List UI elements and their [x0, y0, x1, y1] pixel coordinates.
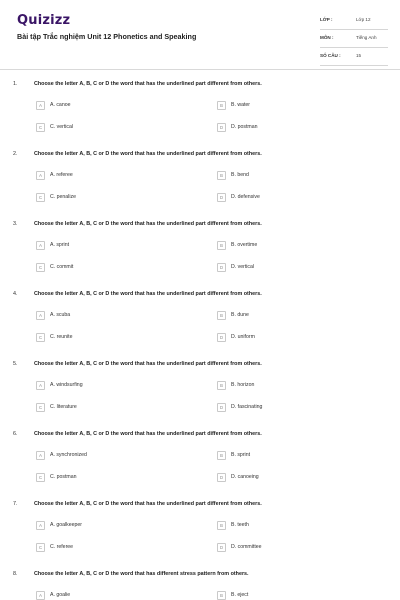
option-letter-box[interactable]: D: [217, 193, 226, 202]
question-text: Choose the letter A, B, C or D the word that has the underlined part different from others.: [34, 81, 262, 87]
option-text: B. sprint: [231, 452, 251, 458]
question-text: Choose the letter A, B, C or D the word that has the underlined part different from others.: [34, 291, 262, 297]
worksheet-meta: [320, 14, 388, 68]
meta-row-question-count: [320, 50, 388, 66]
meta-value: Tiếng Anh: [356, 35, 377, 40]
question-block: [0, 569, 400, 600]
question-text: Choose the letter A, B, C or D the word that has the underlined part different from others.: [34, 431, 262, 437]
meta-row-class: [320, 14, 388, 30]
option-letter-box[interactable]: C: [36, 473, 45, 482]
question-block: [0, 429, 400, 499]
option-letter-box[interactable]: A: [36, 311, 45, 320]
option-text: A. scuba: [50, 312, 71, 318]
option-text: B. overtime: [231, 242, 258, 248]
option-text: C. literature: [50, 404, 77, 410]
option-text: B. eject: [231, 592, 249, 598]
option-letter-box[interactable]: B: [217, 171, 226, 180]
option-text: C. reunite: [50, 334, 73, 340]
option-text: C. vertical: [50, 124, 74, 130]
option-text: D. uniform: [231, 334, 255, 340]
question-text: Choose the letter A, B, C or D the word that has the underlined part different from others.: [34, 361, 262, 367]
option-letter-box[interactable]: B: [217, 591, 226, 600]
question-number: 3.: [13, 221, 18, 227]
question-number: 4.: [13, 291, 18, 297]
option-letter-box[interactable]: C: [36, 543, 45, 552]
question-block: [0, 219, 400, 289]
question-text: Choose the letter A, B, C or D the word that has the underlined part different from others.: [34, 221, 262, 227]
option-letter-box[interactable]: A: [36, 591, 45, 600]
option-text: C. commit: [50, 264, 74, 270]
option-letter-box[interactable]: B: [217, 311, 226, 320]
meta-value: Lớp 12: [356, 17, 371, 22]
option-text: A. referee: [50, 172, 73, 178]
option-letter-box[interactable]: B: [217, 521, 226, 530]
option-text: B. bend: [231, 172, 249, 178]
option-letter-box[interactable]: D: [217, 403, 226, 412]
option-text: C. referee: [50, 544, 74, 550]
question-number: 5.: [13, 361, 18, 367]
question-block: [0, 79, 400, 149]
question-number: 8.: [13, 571, 18, 577]
question-block: [0, 289, 400, 359]
option-letter-box[interactable]: A: [36, 241, 45, 250]
option-text: B. water: [231, 102, 251, 108]
question-text: Choose the letter A, B, C or D the word that has the underlined part different from others.: [34, 151, 262, 157]
worksheet-header: [0, 0, 400, 70]
option-text: B. horizon: [231, 382, 255, 388]
option-text: D. defensive: [231, 194, 260, 200]
meta-label: MÔN :: [320, 35, 334, 40]
option-text: A. goalkeeper: [50, 522, 83, 528]
question-text: Choose the letter A, B, C or D the word that has the underlined part different from others.: [34, 501, 262, 507]
option-letter-box[interactable]: D: [217, 333, 226, 342]
option-letter-box[interactable]: D: [217, 543, 226, 552]
option-letter-box[interactable]: B: [217, 101, 226, 110]
option-letter-box[interactable]: B: [217, 241, 226, 250]
meta-label: SỐ CÂU :: [320, 53, 341, 58]
question-block: [0, 149, 400, 219]
meta-row-subject: [320, 32, 388, 48]
option-letter-box[interactable]: B: [217, 451, 226, 460]
option-text: D. postman: [231, 124, 258, 130]
option-text: D. committee: [231, 544, 262, 550]
option-letter-box[interactable]: A: [36, 451, 45, 460]
option-text: A. synchronized: [50, 452, 87, 458]
option-text: B. teeth: [231, 522, 249, 528]
question-number: 2.: [13, 151, 18, 157]
option-text: D. fascinating: [231, 404, 263, 410]
question-block: [0, 359, 400, 429]
question-block: [0, 499, 400, 569]
option-text: A. sprint: [50, 242, 70, 248]
worksheet-title: Bài tập Trắc nghiệm Unit 12 Phonetics and Speaking: [17, 32, 197, 41]
question-number: 7.: [13, 501, 18, 507]
option-letter-box[interactable]: D: [217, 473, 226, 482]
option-letter-box[interactable]: C: [36, 123, 45, 132]
option-letter-box[interactable]: C: [36, 193, 45, 202]
option-letter-box[interactable]: A: [36, 171, 45, 180]
meta-value: 15: [356, 53, 362, 58]
option-text: B. dune: [231, 312, 249, 318]
option-text: A. windsurfing: [50, 382, 83, 388]
option-letter-box[interactable]: D: [217, 263, 226, 272]
option-letter-box[interactable]: A: [36, 521, 45, 530]
meta-label: LỚP :: [320, 17, 333, 22]
option-letter-box[interactable]: A: [36, 101, 45, 110]
option-letter-box[interactable]: C: [36, 263, 45, 272]
option-letter-box[interactable]: B: [217, 381, 226, 390]
header-divider: [0, 69, 400, 70]
option-text: C. postman: [50, 474, 77, 480]
question-number: 6.: [13, 431, 18, 437]
question-list: [0, 79, 400, 600]
option-text: C. penalize: [50, 194, 76, 200]
option-text: D. canoeing: [231, 474, 259, 480]
option-text: A. goalie: [50, 592, 71, 598]
quizizz-logo: Quizizz: [17, 13, 71, 28]
option-letter-box[interactable]: D: [217, 123, 226, 132]
option-letter-box[interactable]: A: [36, 381, 45, 390]
option-text: A. canoe: [50, 102, 71, 108]
question-number: 1.: [13, 81, 18, 87]
option-text: D. vertical: [231, 264, 255, 270]
option-letter-box[interactable]: C: [36, 333, 45, 342]
question-text: Choose the letter A, B, C or D the word that has different stress pattern from others.: [34, 571, 249, 577]
option-letter-box[interactable]: C: [36, 403, 45, 412]
